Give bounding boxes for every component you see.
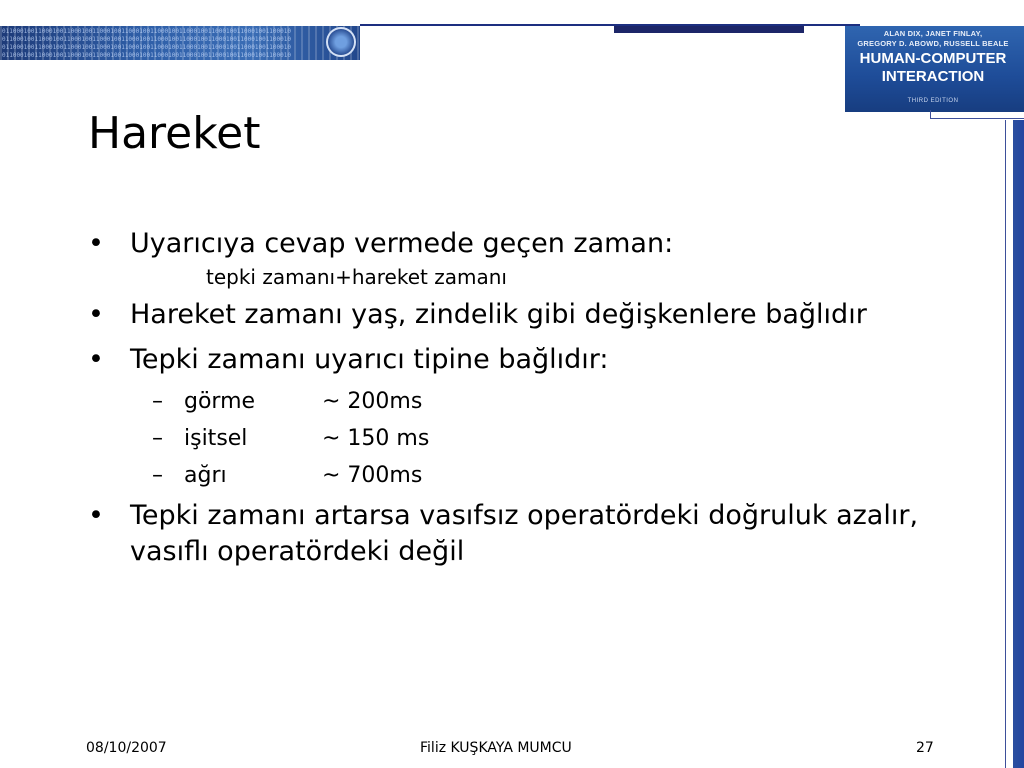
bullet-item	[88, 297, 988, 333]
sub-bullet-item	[88, 424, 988, 454]
bullet-text: Tepki zamanı uyarıcı tipine bağlıdır:	[130, 344, 609, 375]
header-banner	[0, 26, 360, 60]
stimulus-type: görme	[184, 389, 256, 414]
binary-pattern: 01100010011000100110001001100010011000100110001001100010011000100110001001100010 01100010011000100110001001100010011000100110001001100010011000100110001001100010 01100010011000100110001001100010011000100110001001100010011000100110001001100010 01100010011000100110001001100010011000100110001001100010011000100110001001100010	[2, 28, 291, 59]
footer-date: 08/10/2007	[86, 740, 167, 756]
logo-edition: THIRD EDITION	[907, 98, 959, 104]
stimulus-type: işitsel	[184, 426, 248, 451]
bullet-item	[88, 498, 988, 570]
footer-author: Filiz KUŞKAYA MUMCU	[420, 740, 572, 756]
dash-marker: –	[152, 389, 163, 414]
sub-bullet-item	[88, 387, 988, 417]
reaction-time: ~ 700ms	[322, 463, 423, 488]
logo-title: HUMAN-COMPUTER INTERACTION	[859, 50, 1007, 85]
emblem-icon	[326, 27, 356, 57]
reaction-time: ~ 150 ms	[322, 426, 430, 451]
dash-marker: –	[152, 426, 163, 451]
logo-authors: ALAN DIX, JANET FINLAY, GREGORY D. ABOWD, RUSSELL BEALE	[857, 29, 1009, 48]
slide-title: Hareket	[88, 108, 261, 159]
logo-frame	[930, 110, 1024, 119]
bullet-item	[88, 342, 988, 378]
bullet-text: Hareket zamanı yaş, zindelik gibi değişkenlere bağlıdır	[130, 299, 867, 330]
stimulus-type: ağrı	[184, 463, 227, 488]
right-stripe	[1013, 120, 1024, 768]
bullet-marker: •	[88, 228, 104, 259]
page-number: 27	[916, 740, 934, 756]
sub-bullet-item	[88, 461, 988, 491]
bullet-marker: •	[88, 344, 104, 375]
slide-body	[88, 226, 988, 579]
bullet-text: Uyarıcıya cevap vermede geçen zaman:	[130, 228, 674, 259]
reaction-time: ~ 200ms	[322, 389, 423, 414]
formula-text: tepki zamanı+hareket zamanı	[206, 265, 507, 289]
bullet-item	[88, 226, 988, 262]
dash-marker: –	[152, 463, 163, 488]
book-cover-logo	[845, 26, 1024, 112]
header-accent-bar	[614, 26, 804, 33]
bullet-marker: •	[88, 500, 104, 531]
right-rule	[1005, 120, 1006, 768]
bullet-marker: •	[88, 299, 104, 330]
bullet-text: Tepki zamanı artarsa vasıfsız operatördeki doğruluk azalır, vasıflı operatördeki değil	[130, 500, 919, 567]
